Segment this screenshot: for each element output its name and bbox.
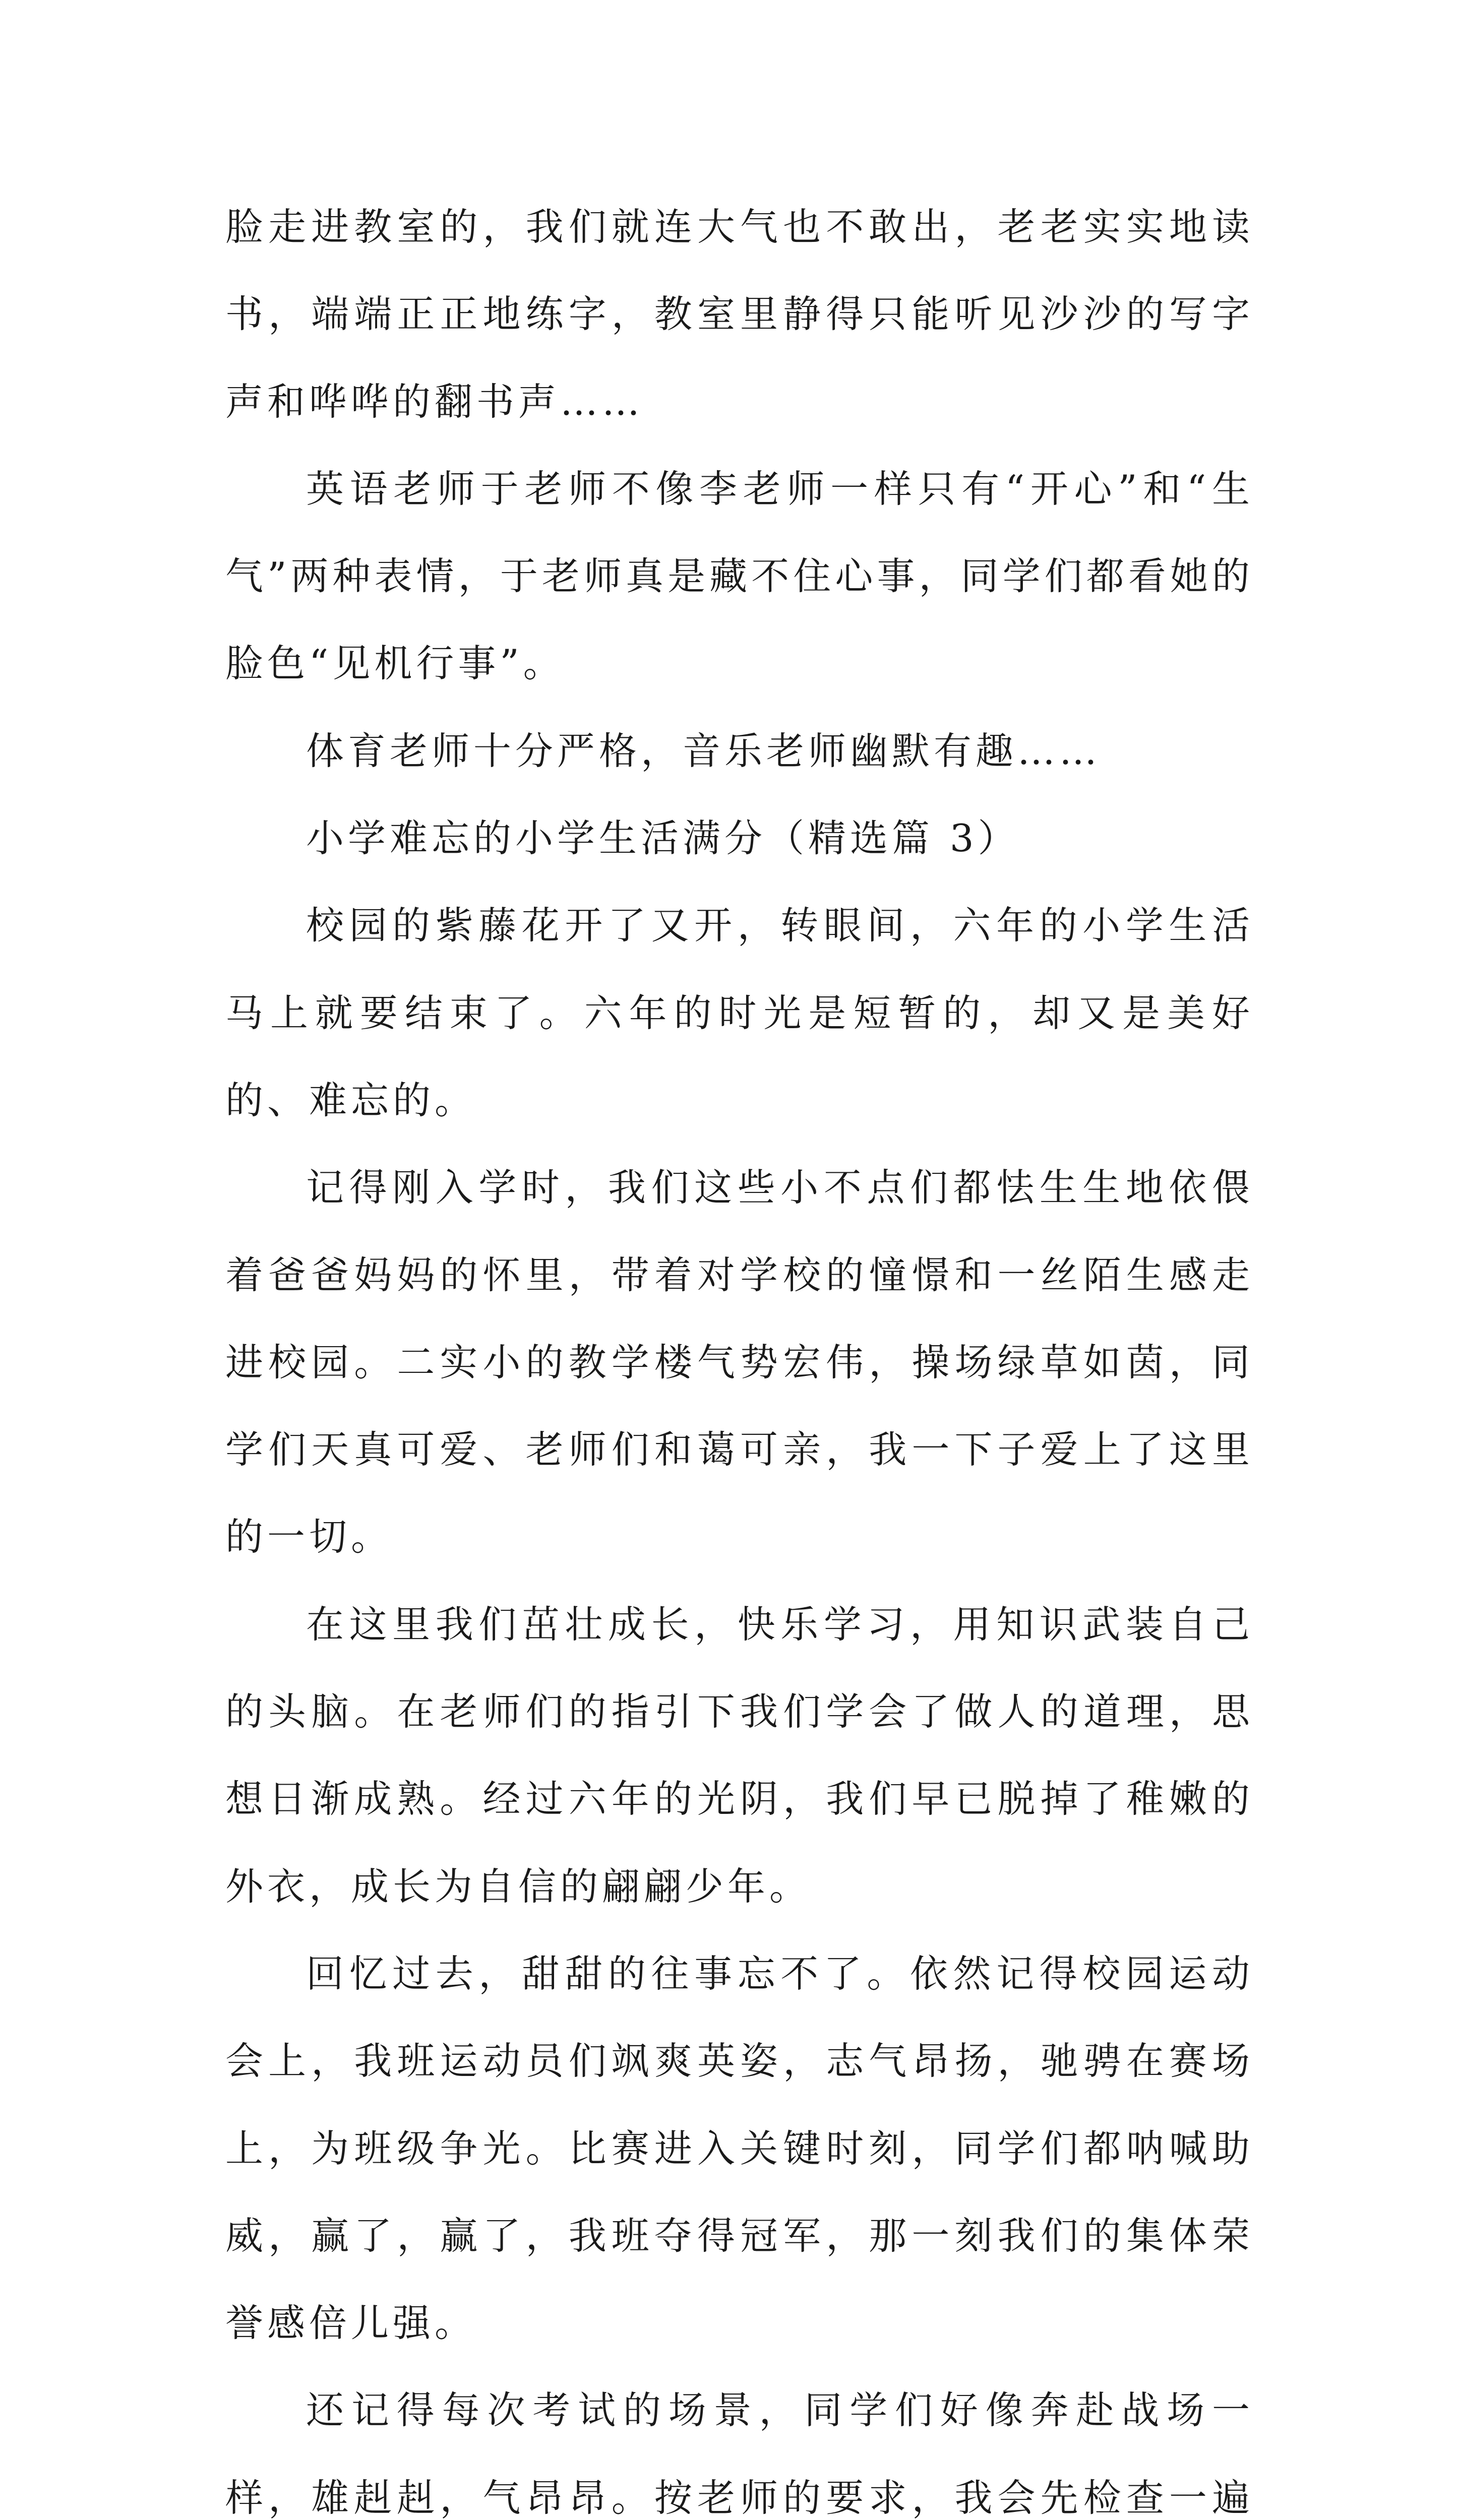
paragraph-sports-meet: 回忆过去，甜甜的往事忘不了。依然记得校园运动会上，我班运动员们飒爽英姿，志气昂扬，驰骋在赛场上，为班级争光。比赛进入关键时刻，同学们都呐喊助威，赢了，赢了，我班夺得冠军，那一刻我们的集体荣誉感倍儿强。 [225, 1951, 1254, 2346]
paragraph-continuation: 脸走进教室的，我们就连大气也不敢出，老老实实地读书，端端正正地练字，教室里静得只能听见沙沙的写字声和哗哗的翻书声…… [225, 205, 1254, 424]
essay-body [225, 183, 1254, 2520]
paragraph-english-teacher: 英语老师于老师不像李老师一样只有“开心”和“生气”两种表情，于老师真是藏不住心事，同学们都看她的脸色“见机行事”。 [225, 466, 1254, 686]
paragraph-pe-music-teacher: 体育老师十分严格，音乐老师幽默有趣…… [306, 728, 1102, 773]
paragraph-wisteria: 校园的紫藤花开了又开，转眼间，六年的小学生活马上就要结束了。六年的时光是短暂的，却又是美好的、难忘的。 [225, 903, 1254, 1122]
paragraph-growth: 在这里我们茁壮成长，快乐学习，用知识武装自己的头脑。在老师们的指引下我们学会了做人的道理，思想日渐成熟。经过六年的光阴，我们早已脱掉了稚嫩的外衣，成长为自信的翩翩少年。 [225, 1602, 1254, 1909]
section-heading: 小学难忘的小学生活满分（精选篇 3） [306, 816, 1020, 861]
paragraph-first-day: 记得刚入学时，我们这些小不点们都怯生生地依偎着爸爸妈妈的怀里，带着对学校的憧憬和一丝陌生感走进校园。二实小的教学楼气势宏伟，操场绿草如茵，同学们天真可爱、老师们和蔼可亲，我一下子爱上了这里的一切。 [225, 1165, 1254, 1559]
paragraph-exams: 还记得每次考试的场景，同学们好像奔赴战场一样，雄赳赳，气昂昂。按老师的要求，我会先检查一遍 [225, 2388, 1254, 2520]
